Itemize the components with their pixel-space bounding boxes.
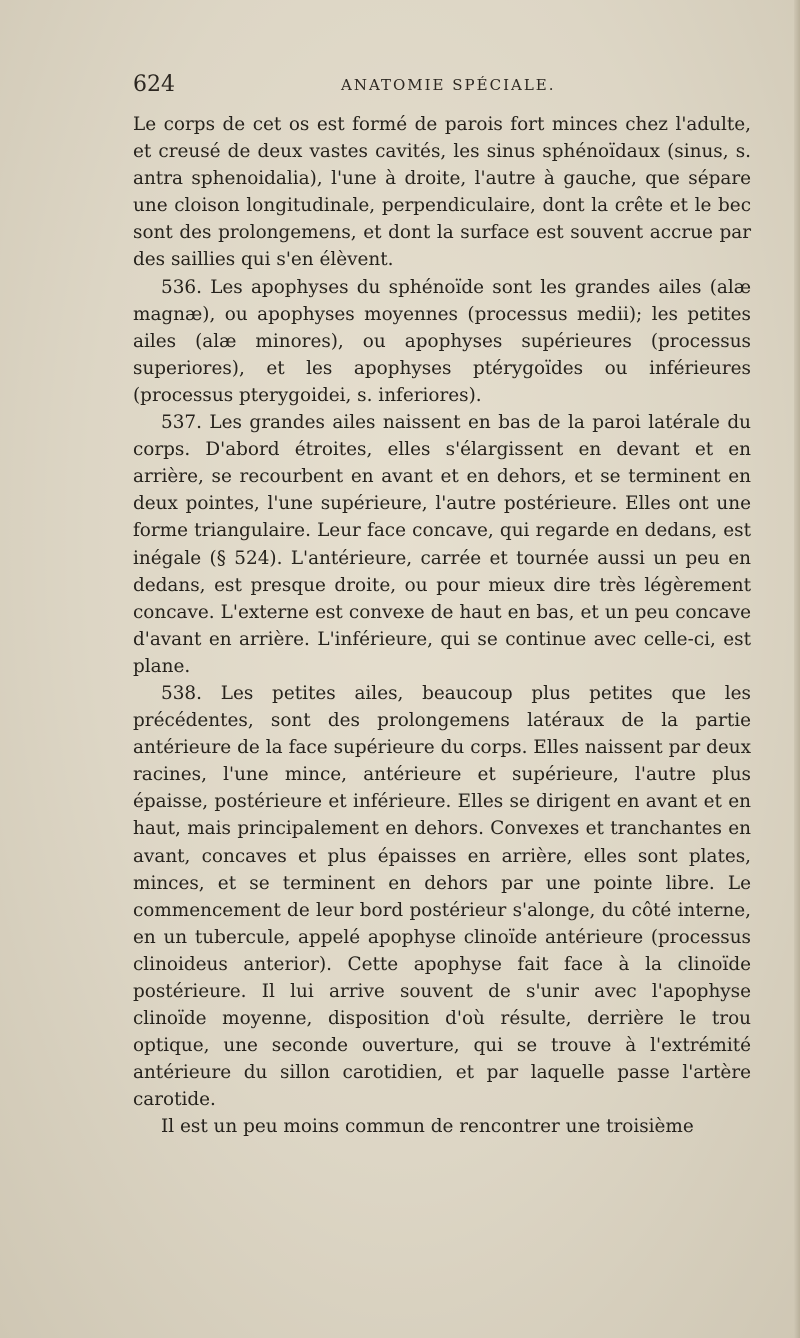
paragraph-continuation: Il est un peu moins commun de rencontrer une troisième <box>161 1116 694 1138</box>
page-header <box>133 70 748 106</box>
paragraph-538: 538. Les petites ailes, beaucoup plus petites que les précédentes, sont des prolongemens latéraux de la partie antérieure de la face supérieure du corps. Elles naissent par deux racines, l'une mince, antérieure et supérieure, l'autre plus épaisse, postérieure et inférieure. Elles se dirigent en avant et en haut, mais principalement en dehors. Convexes et tranchantes en avant, concaves et plus épaisses en arrière, elles sont plates, minces, et se terminent en dehors par une pointe libre. Le commencement de leur bord postérieur s'alonge, du côté interne, en un tubercule, appelé apophyse clinoïde antérieure (processus clinoideus anterior). Cette apophyse fait face à la clinoïde postérieure. Il lui arrive souvent de s'unir avec l'apophyse clinoïde moyenne, disposition d'où résulte, derrière le trou optique, une seconde ouverture, qui se trouve à l'extrémité antérieure du sillon carotidien, et par laquelle passe l'artère carotide. <box>133 682 751 1111</box>
paragraph-536: 536. Les apophyses du sphénoïde sont les grandes ailes (alæ magnæ), ou apophyses moyennes (processus medii); les petites ailes (alæ minores), ou apophyses supérieures (processus superiores), et les apophyses ptérygoïdes ou inférieures (processus pterygoidei, s. inferiores). <box>133 276 751 406</box>
paragraph-537: 537. Les grandes ailes naissent en bas de la paroi latérale du corps. D'abord étroites, elles s'élargissent en devant et en arrière, se recourbent en avant et en dehors, et se terminent en deux pointes, l'une supérieure, l'autre postérieure. Elles ont une forme triangulaire. Leur face concave, qui regarde en dedans, est inégale (§ 524). L'antérieure, carrée et tournée aussi un peu en dedans, est presque droite, ou pour mieux dire très légèrement concave. L'externe est convexe de haut en bas, et un peu concave d'avant en arrière. L'inférieure, qui se continue avec celle-ci, est plane. <box>133 412 751 677</box>
page-edge <box>794 0 800 1338</box>
page-number: 624 <box>133 72 175 97</box>
running-head: ANATOMIE SPÉCIALE. <box>341 76 556 94</box>
body-text <box>133 111 751 1141</box>
paragraph-sinus-sphenoidaux: Le corps de cet os est formé de parois fort minces chez l'adulte, et creusé de deux vastes cavités, les sinus sphénoïdaux (sinus, s. antra sphenoidalia), l'une à droite, l'autre à gauche, que sépare une cloison longitudinale, perpendiculaire, dont la crête et le bec sont des prolongemens, et dont la surface est souvent accrue par des saillies qui s'en élèvent. <box>133 114 751 271</box>
